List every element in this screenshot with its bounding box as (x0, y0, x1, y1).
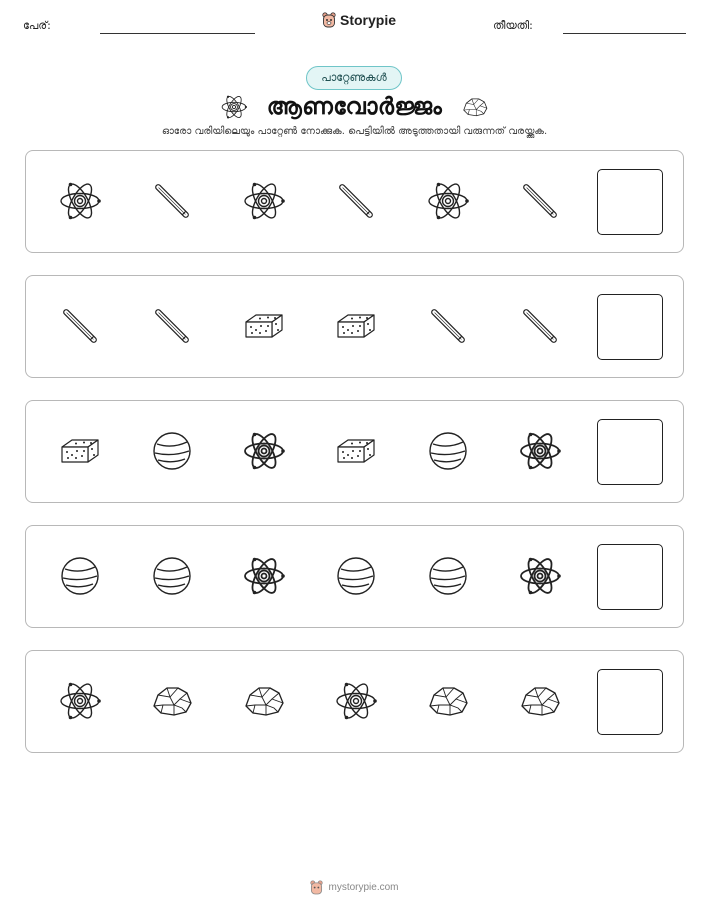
pattern-row-5 (25, 650, 684, 753)
brand-name: Storypie (340, 12, 397, 28)
brick-icon (332, 427, 380, 475)
atom-icon (516, 552, 564, 600)
rod-icon (424, 302, 472, 350)
sphere-icon (148, 427, 196, 475)
brand (322, 12, 396, 28)
answer-box[interactable] (597, 669, 663, 735)
page-title: ആണവോർജ്ജം (266, 94, 443, 120)
atom-icon (219, 92, 249, 122)
rock-icon (516, 677, 564, 725)
footer (0, 880, 709, 895)
rock-icon (240, 677, 288, 725)
atom-icon (240, 552, 288, 600)
atom-icon (424, 177, 472, 225)
brick-icon (240, 302, 288, 350)
rod-icon (516, 177, 564, 225)
sphere-icon (424, 552, 472, 600)
answer-box[interactable] (597, 544, 663, 610)
answer-box[interactable] (597, 419, 663, 485)
sphere-icon (148, 552, 196, 600)
date-line[interactable] (563, 33, 686, 34)
instructions: ഓരോ വരിയിലെയും പാറ്റേൺ നോക്കുക. പെട്ടിയിൽ അടുത്തതായി വരുന്നത് വരയ്ക്കുക. (161, 126, 548, 137)
pattern-row-4 (25, 525, 684, 628)
rock-icon (148, 677, 196, 725)
topic-badge: പാറ്റേണുകൾ (306, 66, 402, 90)
name-line[interactable] (100, 33, 255, 34)
pattern-row-3 (25, 400, 684, 503)
atom-icon (516, 427, 564, 475)
rock-icon (460, 92, 490, 122)
brick-icon (56, 427, 104, 475)
rock-icon (424, 677, 472, 725)
rod-icon (148, 302, 196, 350)
sphere-icon (56, 552, 104, 600)
atom-icon (56, 177, 104, 225)
pattern-row-2 (25, 275, 684, 378)
atom-icon (332, 677, 380, 725)
footer-url[interactable]: mystorypie.com (328, 882, 399, 893)
answer-box[interactable] (597, 169, 663, 235)
atom-icon (56, 677, 104, 725)
answer-box[interactable] (597, 294, 663, 360)
sphere-icon (424, 427, 472, 475)
title-row (0, 90, 709, 124)
name-label: പേര്: (23, 19, 51, 32)
storypie-logo-icon (310, 880, 323, 895)
date-label: തീയതി: (493, 19, 533, 32)
rod-icon (148, 177, 196, 225)
pattern-row-1 (25, 150, 684, 253)
atom-icon (240, 427, 288, 475)
sphere-icon (332, 552, 380, 600)
rod-icon (56, 302, 104, 350)
brick-icon (332, 302, 380, 350)
rod-icon (332, 177, 380, 225)
atom-icon (240, 177, 288, 225)
storypie-logo-icon (322, 12, 336, 28)
rod-icon (516, 302, 564, 350)
